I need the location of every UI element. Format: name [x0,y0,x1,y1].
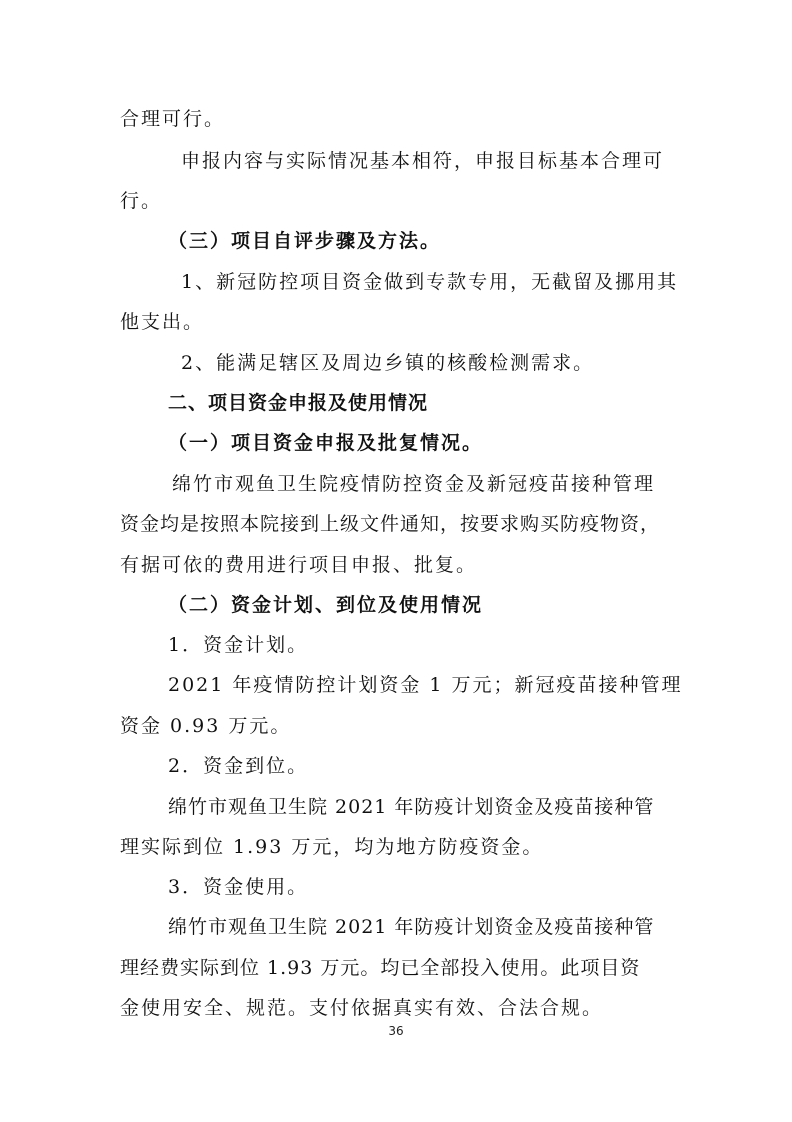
text-line: 1、新冠防控项目资金做到专款专用，无截留及挪用其 [181,271,679,293]
text-line: 他支出。 [120,311,205,333]
text-line: 1．资金计划。 [168,634,309,656]
text-line: 绵竹市观鱼卫生院疫情防控资金及新冠疫苗接种管理 [172,473,656,495]
text-line: 绵竹市观鱼卫生院 2021 年防疫计划资金及疫苗接种管 [168,916,655,938]
text-line: 申报内容与实际情况基本相符，申报目标基本合理可 [181,150,665,172]
text-line: 2021 年疫情防控计划资金 1 万元；新冠疫苗接种管理 [168,674,683,696]
text-line: 理实际到位 1.93 万元，均为地方防疫资金。 [120,836,544,858]
text-line: 合理可行。 [120,108,226,130]
text-line: 金使用安全、规范。支付依据真实有效、合法合规。 [120,997,604,1019]
chapter-heading: 二、项目资金申报及使用情况 [168,392,429,414]
text-line: 理经费实际到位 1.93 万元。均已全部投入使用。此项目资 [120,957,641,979]
section-heading: （三）项目自评步骤及方法。 [168,230,442,252]
text-line: 2．资金到位。 [168,755,309,777]
page-number: 36 [388,1024,404,1038]
text-line: 资金 0.93 万元。 [120,715,292,737]
text-line: 行。 [120,190,163,212]
section-heading: （二）资金计划、到位及使用情况 [168,594,484,616]
section-heading: （一）项目资金申报及批复情况。 [168,432,484,454]
text-line: 有据可依的费用进行项目申报、批复。 [120,554,478,576]
text-line: 绵竹市观鱼卫生院 2021 年防疫计划资金及疫苗接种管 [168,796,655,818]
text-line: 资金均是按照本院接到上级文件通知，按要求购买防疫物资， [120,513,661,535]
text-line: 2、能满足辖区及周边乡镇的核酸检测需求。 [181,352,595,374]
text-line: 3．资金使用。 [168,876,309,898]
